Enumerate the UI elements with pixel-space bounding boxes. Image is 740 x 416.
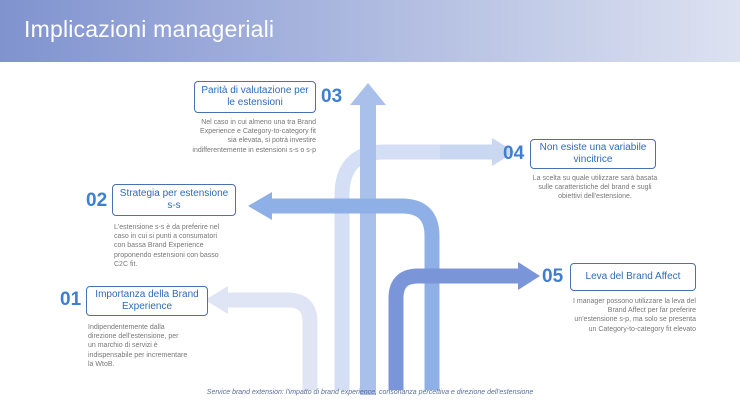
arrow-01 — [205, 286, 310, 390]
arrow-03 — [350, 83, 386, 395]
step-description-01: Indipendentemente dalla direzione dell'estensione, per un marchio di servizi è indispensabile per incrementare la WtoB. — [88, 324, 188, 368]
step-number-03: 03 — [321, 86, 343, 107]
step-box-05: Leva del Brand Affect — [570, 263, 696, 291]
step-number-04: 04 — [503, 143, 525, 164]
footer-caption: Service brand extension: l'impatto di brand experience, consonanza percettiva e direzione dell'estensione — [206, 389, 534, 396]
page-title: Implicazioni manageriali — [24, 16, 275, 42]
step-box-04: Non esiste una variabile vincitrice — [530, 139, 656, 169]
step-description-05: I manager possono utilizzare la leva del Brand Affect per far preferire un'estensione s-p, ma solo se presenta un Category-to-category fit elevato — [573, 298, 696, 333]
step-number-02: 02 — [86, 190, 108, 211]
step-box-02: Strategia per estensione s-s — [112, 184, 236, 216]
arrow-05 — [396, 262, 540, 390]
step-box-01: Importanza della Brand Experience — [86, 286, 208, 316]
step-description-03: Nel caso in cui almeno una tra Brand Experience e Category-to-category fit sia elevata, si potrà investire indifferentemente in estensioni s-s o s-p — [192, 119, 316, 154]
step-description-04: La scelta su quale utilizzare sarà basata sulle caratteristiche del brand e sugli obiettivi dell'estensione. — [532, 175, 658, 201]
step-description-02: L'estensione s-s è da preferire nel caso in cui si punti a consumatori con bassa Brand Experience proponendo estensioni con basso C2C fit. — [114, 224, 220, 268]
step-box-03: Parità di valutazione per le estensioni — [194, 81, 316, 113]
step-number-01: 01 — [60, 289, 82, 310]
step-number-05: 05 — [542, 266, 564, 287]
